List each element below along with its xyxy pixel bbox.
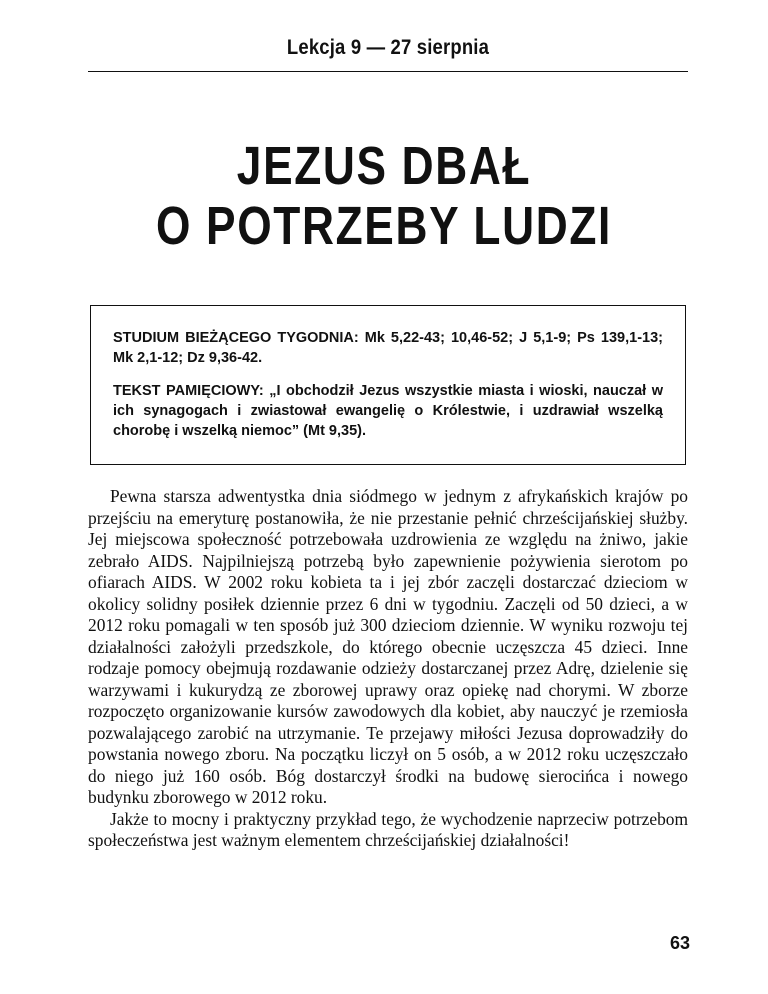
body-text [88,486,688,852]
study-info-box [90,305,686,465]
body-paragraph-1: Pewna starsza adwentystka dnia siódmego w jednym z afrykańskich krajów po przejściu na emeryturę postanowiła, że nie przestanie pełnić chrześcijańskiej służby. Jej miejscowa społeczność potrzebowała uzdrowienia ze względu na żniwo, jakie zebrało AIDS. Najpilniejszą potrzebą było zapewnienie pożywienia sierotom po ofiarach AIDS. W 2002 roku kobieta ta i jej zbór zaczęli dostarczać dzieciom w okolicy solidny posiłek dziennie przez 6 dni w tygodniu. Zaczęli od 50 dzieci, a w 2012 roku pomagali w ten sposób już 300 dzieciom dziennie. W wyniku rozwoju tej działalności założyli przedszkole, do którego obecnie uczęszcza 45 dzieci. Inne rodzaje pomocy obejmują rozdawanie odzieży dostarczanej przez Adrę, dzielenie się warzywami i kukurydzą ze zborowej uprawy oraz opiekę nad chorymi. W zborze rozpoczęto organizowanie kursów zawodowych dla kobiet, aby nauczyć je rzemiosła pozwalającego zarobić na utrzymanie. Te przejawy miłości Jezusa doprowadziły do powstania nowego zboru. Na początku liczył on 5 osób, a w 2012 roku uczęszczało do niego już 160 osób. Bóg dostarczył środki na budowę sierocińca i nowego budynku zborowego w 2012 roku. [88,486,688,807]
title-line-1: JEZUS DBAŁ [236,136,532,196]
lesson-header: Lekcja 9 — 27 sierpnia [286,36,490,59]
page-title [118,136,649,256]
page-number: 63 [669,933,690,953]
header-divider [88,71,688,72]
body-paragraph-2: Jakże to mocny i praktyczny przykład tego, że wychodzenie naprzeciw potrzebom społeczeństwa jest ważnym elementem chrześcijańskiej działalności! [88,808,688,850]
weekly-study-text: STUDIUM BIEŻĄCEGO TYGODNIA: Mk 5,22-43; 10,46-52; J 5,1-9; Ps 139,1-13; Mk 2,1-12; Dz 9,36-42. [113,330,663,366]
memory-verse-text: TEKST PAMIĘCIOWY: „I obchodził Jezus wszystkie miasta i wioski, nauczał w ich synagogach i zwiastował ewangelię o Królestwie, i uzdrawiał wszelką chorobę i wszelką niemoc” (Mt 9,35). [113,383,663,439]
title-line-2: O POTRZEBY LUDZI [156,196,612,256]
